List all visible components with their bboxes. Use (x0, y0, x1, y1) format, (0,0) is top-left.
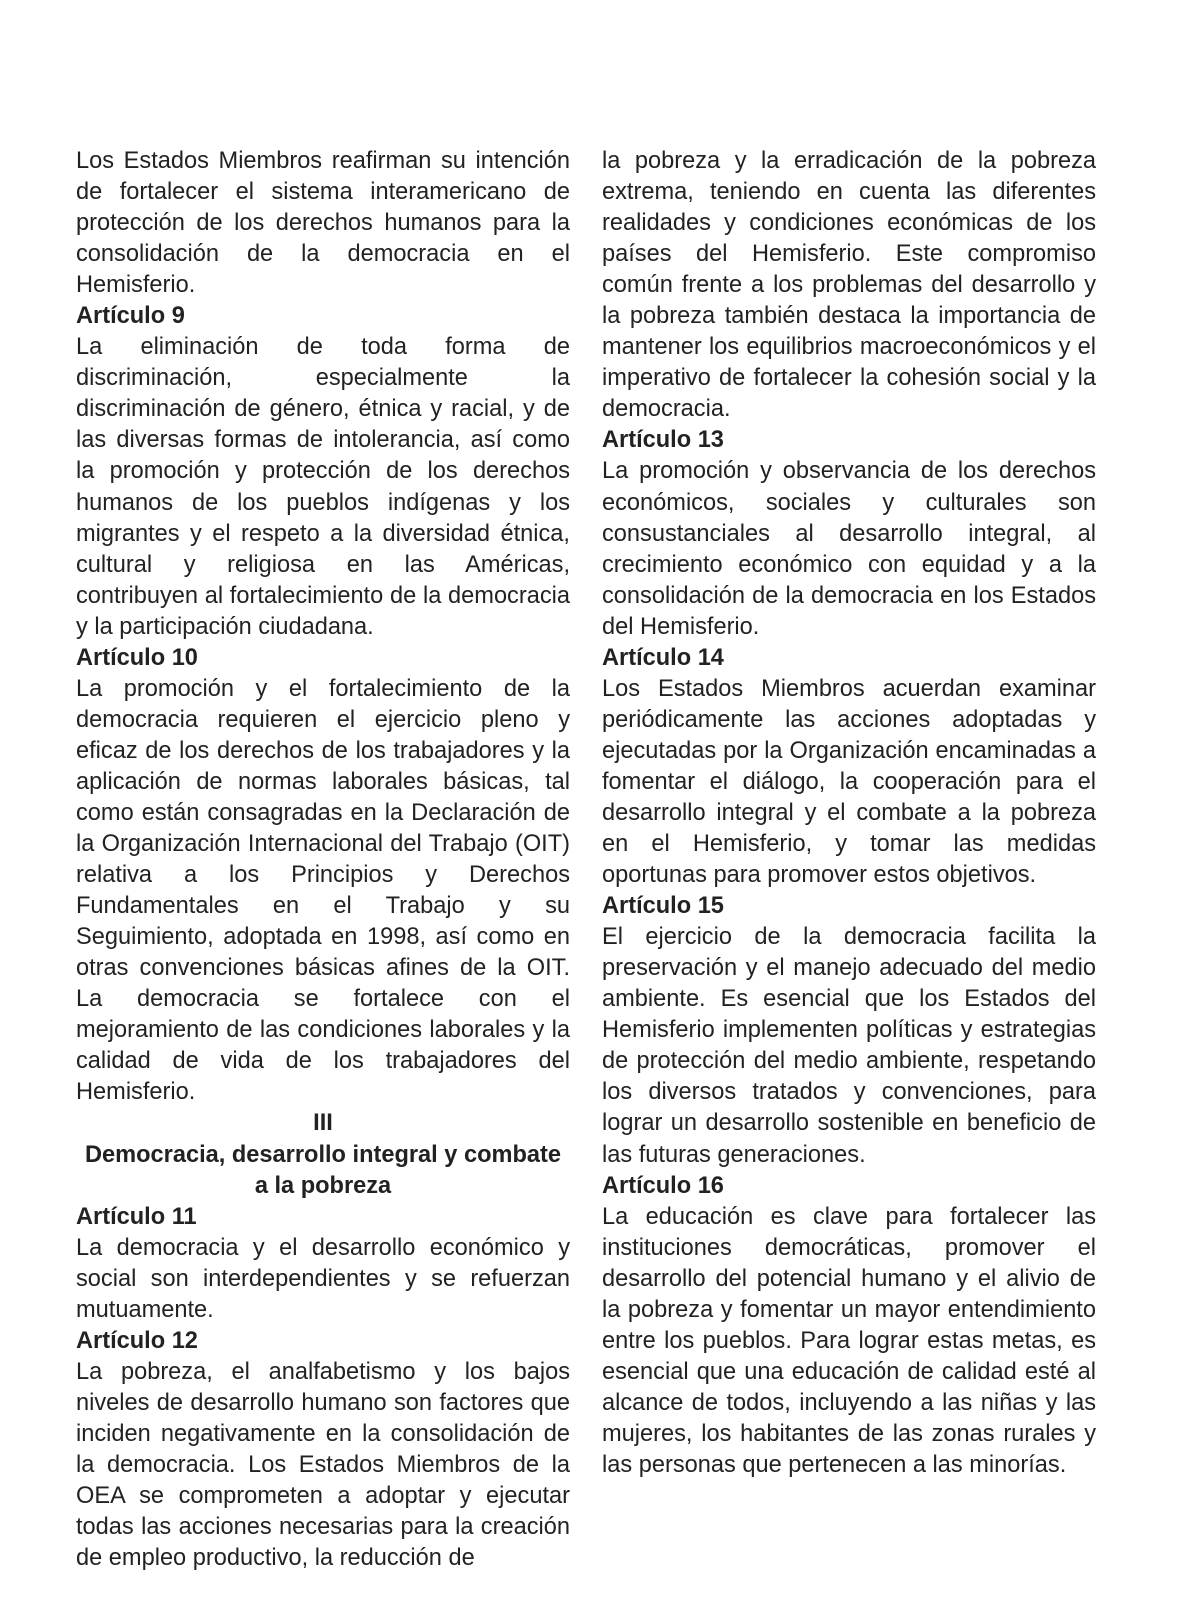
article-9-text: La eliminación de toda forma de discriminación, especialmente la discriminación de género, étnica y racial, y de las diversas formas de intolerancia, así como la promoción y protección de los derechos humanos de los pueblos indígenas y los migrantes y el respeto a la diversidad étnica, cultural y religiosa en las Américas, contribuyen al fortalecimiento de la democracia y la participación ciudadana. (76, 334, 570, 640)
intro-paragraph: Los Estados Miembros reafirman su intención de fortalecer el sistema interamericano de protección de los derechos humanos para la consolidación de la democracia en el Hemisferio. (76, 148, 570, 299)
article-9-heading: Artículo 9 (76, 303, 185, 330)
article-15-heading: Artículo 15 (602, 893, 724, 920)
article-11-heading: Artículo 11 (76, 1203, 197, 1230)
article-11-text: La democracia y el desarrollo económico y social son interdependientes y se refuerzan mutuamente. (76, 1234, 570, 1323)
article-16-text: La educación es clave para fortalecer las instituciones democráticas, promover el desarrollo del potencial humano y el alivio de la pobreza y fomentar un mayor entendimiento entre los pueblos. Para lograr estas metas, es esencial que una educación de calidad esté al alcance de todos, incluyendo a las niñas y las mujeres, los habitantes de las zonas rurales y las personas que pertenecen a las minorías. (602, 1203, 1096, 1478)
article-14-heading: Artículo 14 (602, 644, 724, 671)
article-16-heading: Artículo 16 (602, 1172, 724, 1199)
article-12-text-continued: la pobreza y la erradicación de la pobreza extrema, teniendo en cuenta las diferentes realidades y condiciones económicas de los países del Hemisferio. Este compromiso común frente a los problemas del desarrollo y la pobreza también destaca la importancia de mantener los equilibrios macroeconómicos y el imperativo de fortalecer la cohesión social y la democracia. (602, 148, 1096, 423)
section-number: III (313, 1110, 333, 1137)
article-10-text: La promoción y el fortalecimiento de la democracia requieren el ejercicio pleno y eficaz de los derechos de los trabajadores y la aplicación de normas laborales básicas, tal como están consagradas en la Declaración de la Organización Internacional del Trabajo (OIT) relativa a los Principios y Derechos Fundamentales en el Trabajo y su Seguimiento, adoptada en 1998, así como en otras convenciones básicas afines de la OIT. La democracia se fortalece con el mejoramiento de las condiciones laborales y la calidad de vida de los trabajadores del Hemisferio. (76, 675, 570, 1106)
right-column (602, 146, 1096, 1574)
article-13-heading: Artículo 13 (602, 427, 724, 454)
section-title: Democracia, desarrollo integral y combate a la pobreza (85, 1141, 561, 1199)
article-13-text: La promoción y observancia de los derechos económicos, sociales y culturales son consustanciales al desarrollo integral, al crecimiento económico con equidad y a la consolidación de la democracia en los Estados del Hemisferio. (602, 458, 1096, 640)
article-12-heading: Artículo 12 (76, 1327, 198, 1354)
article-15-text: El ejercicio de la democracia facilita la preservación y el manejo adecuado del medio ambiente. Es esencial que los Estados del Hemisferio implementen políticas y estrategias de protección del medio ambiente, respetando los diversos tratados y convenciones, para lograr un desarrollo sostenible en beneficio de las futuras generaciones. (602, 924, 1096, 1168)
left-column (76, 146, 570, 1574)
document-page (76, 146, 1096, 1574)
article-12-text: La pobreza, el analfabetismo y los bajos niveles de desarrollo humano son factores que inciden negativamente en la consolidación de la democracia. Los Estados Miembros de la OEA se comprometen a adoptar y ejecutar todas las acciones necesarias para la creación de empleo productivo, la reducción de (76, 1358, 570, 1572)
article-14-text: Los Estados Miembros acuerdan examinar periódicamente las acciones adoptadas y ejecutadas por la Organización encaminadas a fomentar el diálogo, la cooperación para el desarrollo integral y el combate a la pobreza en el Hemisferio, y tomar las medidas oportunas para promover estos objetivos. (602, 675, 1096, 889)
article-10-heading: Artículo 10 (76, 644, 198, 671)
